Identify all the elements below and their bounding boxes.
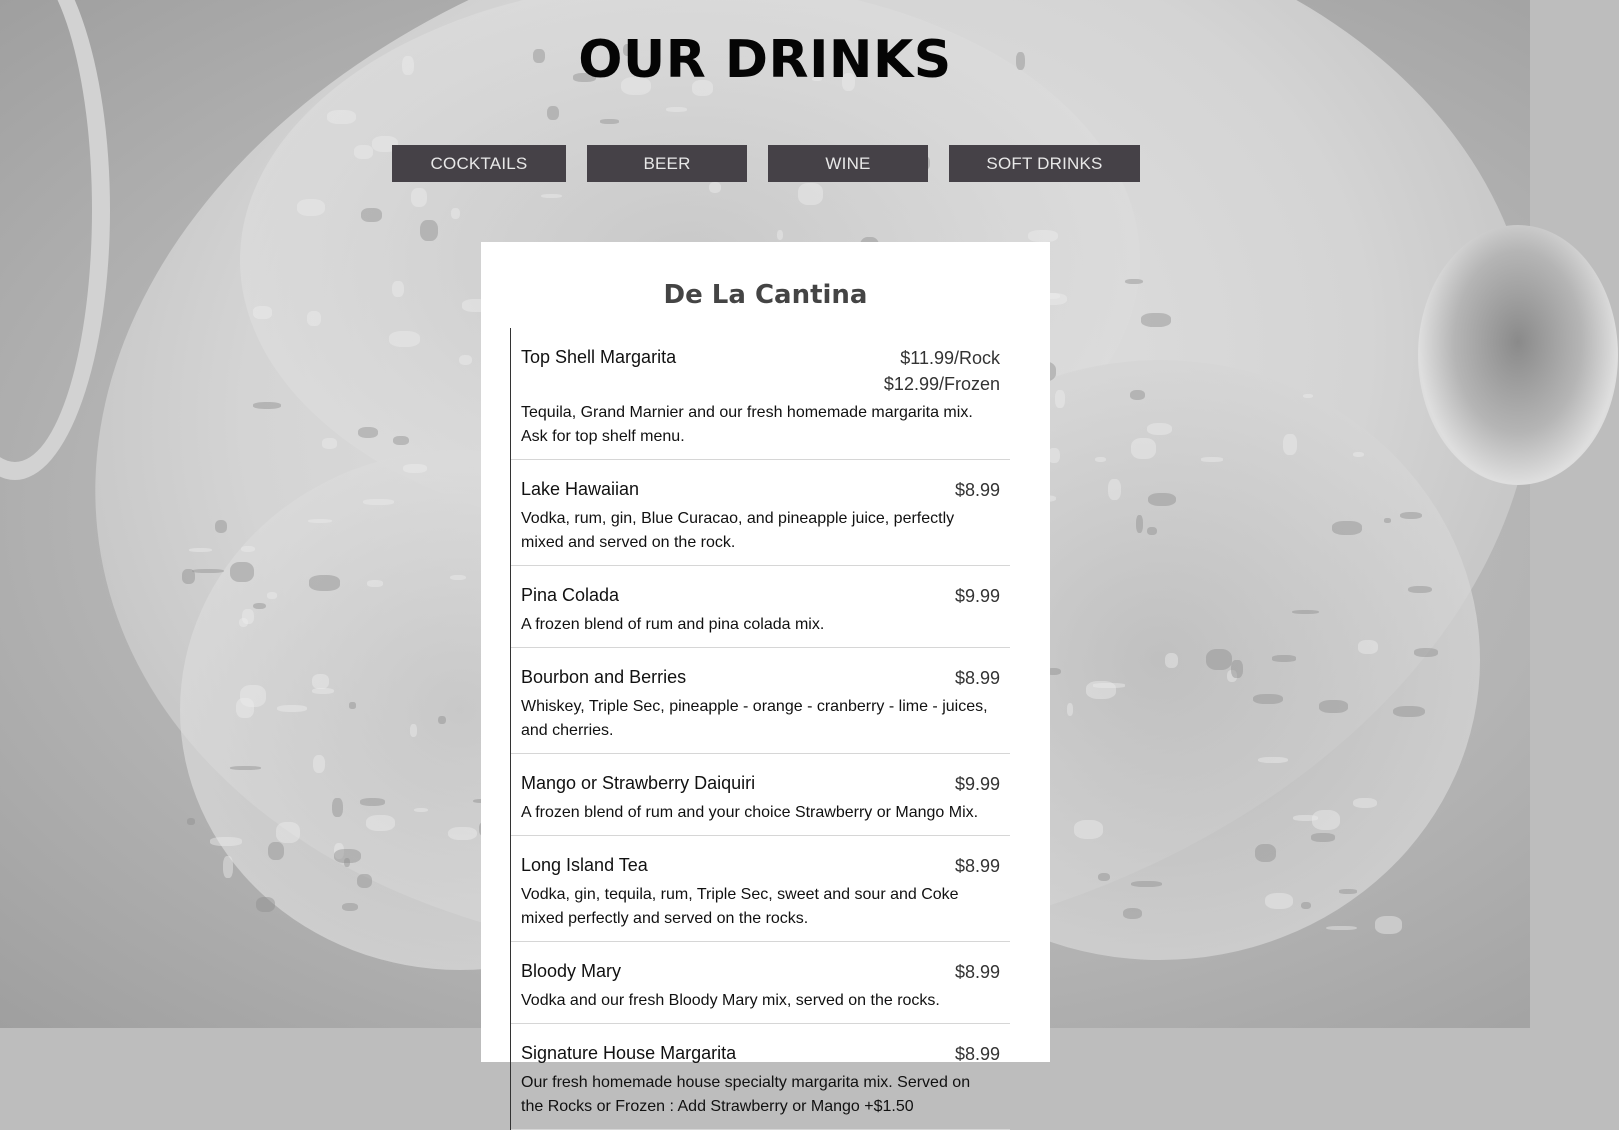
food-speck — [600, 119, 619, 124]
food-speck — [1028, 230, 1058, 242]
food-speck — [1147, 423, 1173, 436]
food-speck — [1131, 881, 1162, 887]
food-speck — [541, 194, 561, 198]
food-speck — [1165, 653, 1179, 668]
item-price: $9.99 — [954, 586, 1000, 606]
food-speck — [1353, 452, 1364, 457]
food-speck — [1414, 648, 1439, 657]
food-speck — [547, 106, 559, 120]
salsa-bowl-shape — [1418, 225, 1618, 485]
food-speck — [411, 188, 427, 207]
food-speck — [1095, 457, 1106, 462]
food-speck — [230, 766, 261, 770]
food-speck — [1408, 586, 1431, 594]
food-speck — [1141, 313, 1171, 327]
food-speck — [1339, 889, 1357, 893]
food-speck — [309, 575, 340, 590]
item-name: Bourbon and Berries — [521, 667, 687, 687]
menu-item — [511, 1024, 1010, 1130]
food-speck — [389, 331, 421, 347]
food-speck — [448, 827, 477, 841]
item-description: Vodka and our fresh Bloody Mary mix, served on the rocks. — [521, 992, 940, 1009]
food-speck — [403, 464, 426, 473]
menu-item — [511, 648, 1010, 754]
food-speck — [1074, 820, 1103, 839]
food-speck — [1125, 279, 1142, 284]
food-speck — [1055, 390, 1065, 408]
food-speck — [1201, 457, 1223, 462]
food-speck — [1131, 438, 1155, 459]
food-speck — [241, 546, 255, 552]
food-speck — [392, 281, 404, 297]
food-speck — [798, 183, 822, 204]
food-speck — [253, 402, 282, 409]
food-speck — [358, 427, 378, 439]
food-speck — [451, 208, 460, 219]
food-speck — [1311, 833, 1335, 842]
food-speck — [393, 436, 408, 446]
food-speck — [189, 548, 212, 552]
food-speck — [297, 199, 326, 216]
item-name: Bloody Mary — [521, 961, 622, 981]
food-speck — [367, 580, 383, 587]
food-speck — [1123, 908, 1142, 919]
food-speck — [1400, 512, 1423, 519]
food-speck — [277, 705, 307, 712]
item-price-rock: $11.99/Rock — [900, 348, 1000, 368]
food-speck — [361, 208, 381, 222]
food-speck — [1303, 394, 1312, 398]
food-speck — [360, 798, 386, 806]
item-price: $9.99 — [954, 774, 1000, 794]
food-speck — [1393, 706, 1425, 718]
food-speck — [459, 355, 472, 365]
food-speck — [450, 575, 466, 581]
menu-list — [510, 328, 1010, 1130]
item-description: A frozen blend of rum and your choice Strawberry or Mango Mix. — [521, 804, 979, 821]
food-speck — [349, 702, 355, 708]
food-speck — [256, 897, 275, 912]
item-description: A frozen blend of rum and pina colada mix. — [521, 616, 825, 633]
food-speck — [267, 592, 277, 599]
food-speck — [1283, 434, 1297, 455]
food-speck — [268, 842, 284, 860]
item-price — [884, 345, 1000, 397]
item-price: $8.99 — [954, 480, 1000, 500]
food-speck — [1255, 844, 1276, 862]
food-speck — [1253, 694, 1284, 704]
food-speck — [187, 818, 195, 824]
food-speck — [1375, 916, 1402, 933]
item-name: Lake Hawaiian — [521, 479, 640, 499]
food-speck — [420, 220, 438, 241]
item-price: $8.99 — [954, 668, 1000, 688]
food-speck — [223, 856, 233, 878]
food-speck — [342, 903, 358, 911]
drink-category-tabs — [392, 145, 1140, 182]
menu-card — [481, 242, 1050, 1115]
item-description: Whiskey, Triple Sec, pineapple - orange - cranberry - lime - juices, and cherries. — [521, 698, 988, 739]
tab-soft-drinks[interactable]: SOFT DRINKS — [949, 145, 1140, 182]
food-speck — [332, 798, 343, 817]
food-speck — [438, 716, 445, 725]
menu-item — [511, 836, 1010, 942]
food-speck — [240, 685, 266, 707]
food-speck — [1332, 521, 1362, 535]
food-speck — [1148, 493, 1176, 506]
item-price: $8.99 — [954, 856, 1000, 876]
food-speck — [215, 520, 227, 533]
menu-item — [511, 754, 1010, 836]
item-description: Tequila, Grand Marnier and our fresh homemade margarita mix. Ask for top shelf menu. — [521, 404, 973, 445]
food-speck — [1272, 655, 1296, 661]
food-speck — [313, 755, 326, 773]
tab-cocktails[interactable]: COCKTAILS — [392, 145, 566, 182]
food-speck — [210, 837, 242, 846]
food-speck — [357, 874, 372, 888]
item-name: Top Shell Margarita — [521, 347, 677, 367]
page-title: OUR DRINKS — [578, 30, 952, 90]
food-speck — [666, 107, 686, 112]
food-speck — [1067, 703, 1073, 716]
food-speck — [1130, 390, 1145, 400]
food-speck — [1293, 815, 1318, 821]
food-speck — [253, 306, 272, 318]
food-speck — [1265, 893, 1294, 909]
item-price-frozen: $12.99/Frozen — [883, 374, 1000, 394]
food-speck — [1136, 515, 1143, 533]
food-speck — [1086, 681, 1116, 699]
food-speck — [276, 822, 300, 843]
item-price: $8.99 — [954, 1044, 1000, 1064]
item-name: Long Island Tea — [521, 855, 648, 875]
food-speck — [1147, 527, 1157, 535]
food-speck — [1108, 479, 1121, 500]
food-speck — [414, 808, 427, 812]
food-speck — [1206, 649, 1232, 670]
food-speck — [354, 145, 373, 159]
tab-beer[interactable]: BEER — [587, 145, 747, 182]
item-name: Signature House Margarita — [521, 1043, 737, 1063]
food-speck — [366, 815, 395, 831]
menu-item — [511, 328, 1010, 460]
food-speck — [1301, 902, 1310, 909]
item-price: $8.99 — [954, 962, 1000, 982]
food-speck — [1384, 518, 1391, 523]
food-speck — [192, 569, 224, 573]
menu-title: De La Cantina — [663, 280, 868, 310]
menu-item — [511, 566, 1010, 648]
item-description: Vodka, gin, tequila, rum, Triple Sec, sweet and sour and Coke mixed perfectly and served on the rocks. — [521, 886, 959, 927]
food-speck — [230, 562, 253, 583]
food-speck — [1231, 660, 1242, 678]
food-speck — [363, 499, 394, 505]
food-speck — [1326, 926, 1356, 931]
menu-item — [511, 942, 1010, 1024]
item-description: Our fresh homemade house specialty margarita mix. Served on the Rocks or Frozen : Add Strawberry or Mango +$1.50 — [521, 1074, 971, 1115]
tab-wine[interactable]: WINE — [768, 145, 928, 182]
item-description: Vodka, rum, gin, Blue Curacao, and pineapple juice, perfectly mixed and served on the rock. — [521, 510, 955, 551]
food-speck — [308, 519, 332, 523]
menu-item — [511, 460, 1010, 566]
food-speck — [182, 569, 195, 584]
food-speck — [242, 609, 253, 624]
item-name: Mango or Strawberry Daiquiri — [521, 773, 756, 793]
food-speck — [1319, 700, 1347, 713]
food-speck — [410, 724, 417, 737]
food-speck — [334, 849, 361, 863]
food-speck — [327, 110, 356, 124]
food-speck — [1353, 798, 1377, 808]
food-speck — [312, 674, 329, 689]
food-speck — [1358, 640, 1378, 654]
food-speck — [307, 311, 321, 326]
food-speck — [322, 438, 337, 448]
item-name: Pina Colada — [521, 585, 620, 605]
